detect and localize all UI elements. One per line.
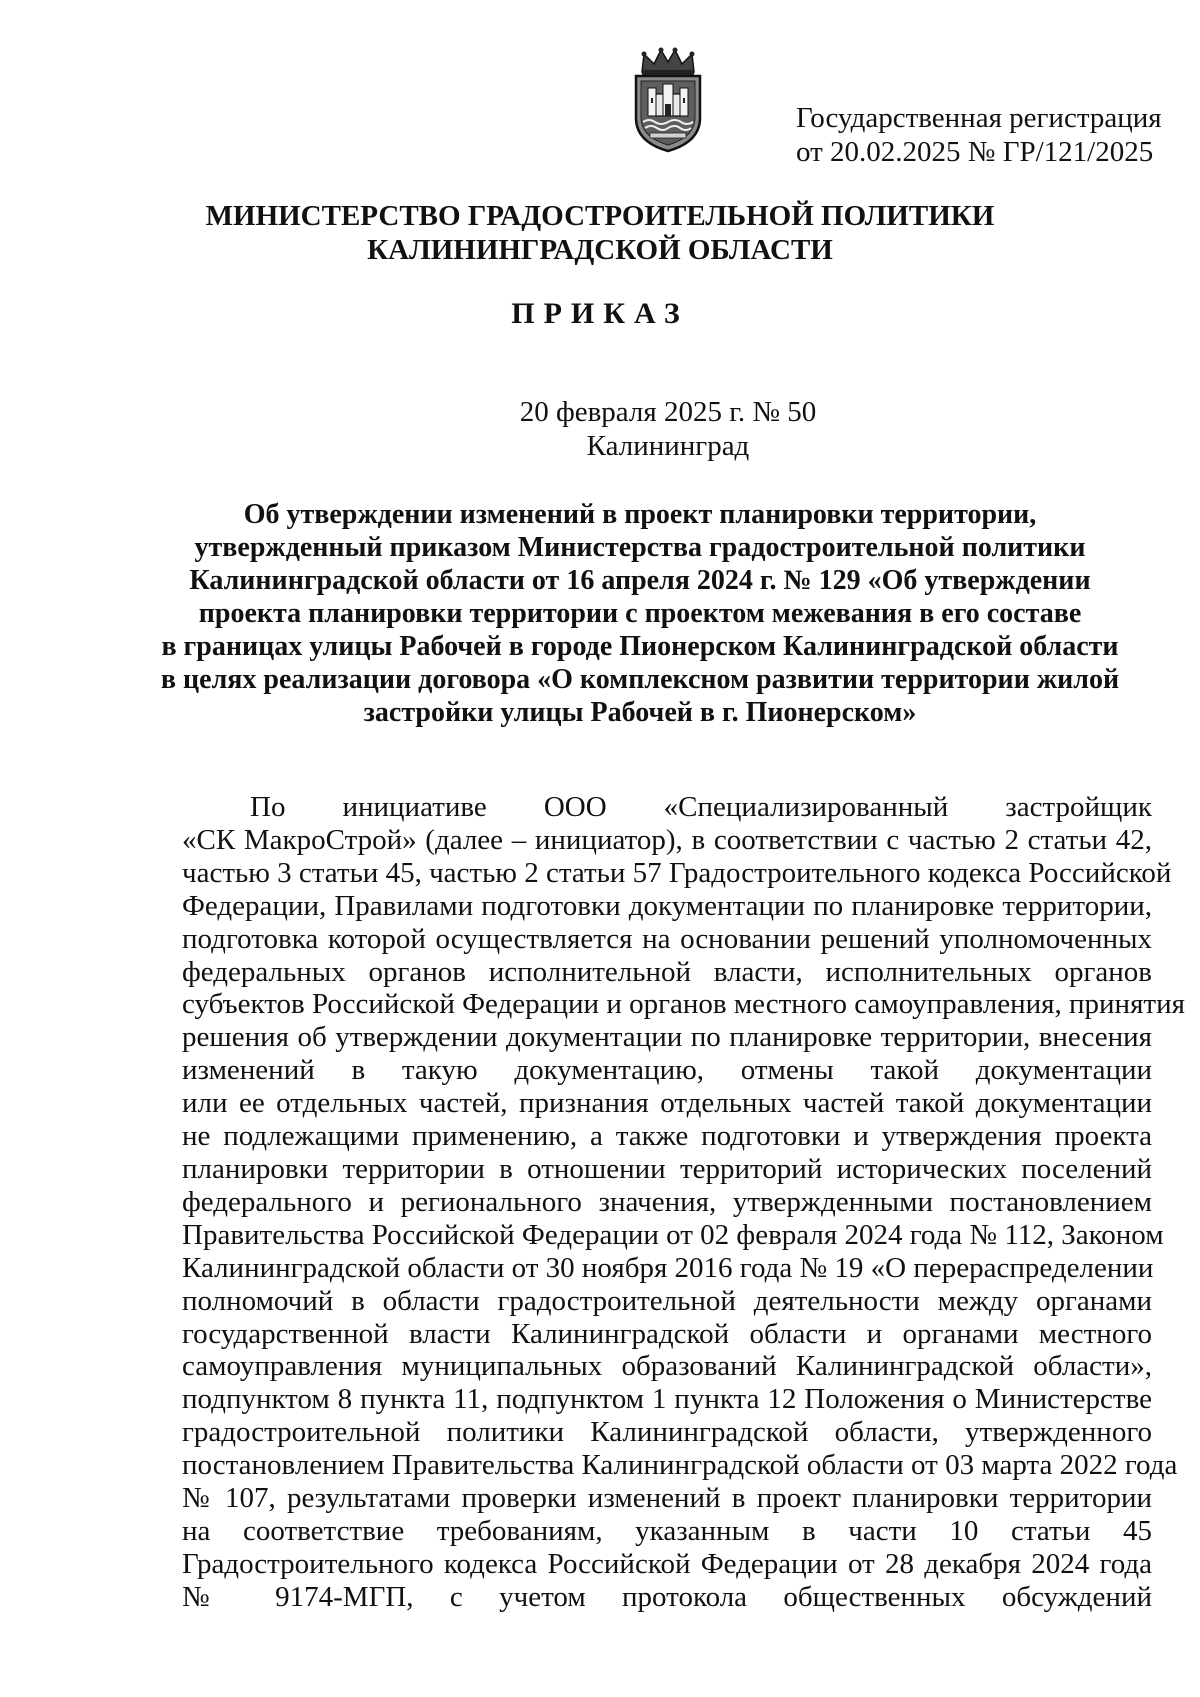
body-text-line: Правительства Российской Федерации от 02 февраля 2024 года № 112, Законом [182, 1218, 1164, 1251]
ministry-name [0, 199, 1200, 267]
body-text-line: Калининградской области от 30 ноября 2016 года № 19 «О перераспределении [182, 1251, 1154, 1284]
body-text-line: планировки территории в отношении территорий исторических поселений [182, 1152, 1152, 1185]
body-text-line: «СК МакроСтрой» (далее – инициатор), в соответствии с частью 2 статьи 42, [182, 823, 1152, 856]
body-text-line: градостроительной политики Калининградской области, утвержденного [182, 1416, 1152, 1449]
body-text-line: изменений в такую документацию, отмены такой документации [182, 1054, 1152, 1087]
ministry-name-line: МИНИСТЕРСТВО ГРАДОСТРОИТЕЛЬНОЙ ПОЛИТИКИ [205, 200, 995, 232]
body-text-line: подготовка которой осуществляется на основании решений уполномоченных [182, 922, 1152, 955]
order-body-text [182, 791, 1185, 1614]
body-text-line: подпунктом 8 пункта 11, подпунктом 1 пункта 12 Положения о Министерстве [182, 1383, 1152, 1416]
body-text-line: не подлежащими применению, а также подготовки и утверждения проекта [182, 1120, 1152, 1153]
body-text-line: самоуправления муниципальных образований Калининградской области», [182, 1350, 1152, 1383]
order-title-line: в целях реализации договора «О комплексном развитии территории жилой [160, 664, 1120, 695]
order-date-block [0, 395, 1200, 463]
order-title-line: утвержденный приказом Министерства градостроительной политики [194, 532, 1086, 563]
body-text-line: федеральных органов исполнительной власти, исполнительных органов [182, 955, 1152, 988]
order-title-line: проекта планировки территории с проектом межевания в его составе [198, 598, 1082, 629]
body-text-line: № 107, результатами проверки изменений в проект планировки территории [182, 1482, 1152, 1515]
body-text-line: № 9174-МГП, с учетом протокола общественных обсуждений [182, 1580, 1152, 1613]
body-text-line: государственной власти Калининградской области и органами местного [182, 1317, 1152, 1350]
order-date-number: 20 февраля 2025 г. № 50 [519, 396, 817, 428]
registration-block [796, 101, 1176, 169]
registration-label: Государственная регистрация [796, 102, 1162, 134]
coat-of-arms-emblem [630, 46, 706, 154]
document-type-heading: ПРИКАЗ [511, 297, 689, 330]
body-text-line: решения об утверждении документации по планировке территории, внесения [182, 1021, 1152, 1054]
body-text-line: Градостроительного кодекса Российской Федерации от 28 декабря 2024 года [182, 1547, 1152, 1580]
ministry-name-line: КАЛИНИНГРАДСКОЙ ОБЛАСТИ [367, 234, 833, 266]
body-text-line: постановлением Правительства Калининградской области от 03 марта 2022 года [182, 1449, 1178, 1482]
body-text-line: субъектов Российской Федерации и органов местного самоуправления, принятия [182, 988, 1185, 1021]
body-text-line: По инициативе ООО «Специализированный застройщик [250, 791, 1152, 823]
body-text-line: полномочий в области градостроительной деятельности между органами [182, 1284, 1152, 1317]
order-title-line: Калининградской области от 16 апреля 2024 г. № 129 «Об утверждении [189, 565, 1091, 596]
order-title-line: Об утверждении изменений в проект планировки территории, [243, 499, 1037, 530]
registration-number: от 20.02.2025 № ГР/121/2025 [796, 136, 1154, 168]
body-text-line: Федерации, Правилами подготовки документации по планировке территории, [182, 889, 1152, 922]
body-text-line: частью 3 статьи 45, частью 2 статьи 57 Градостроительного кодекса Российской [182, 856, 1172, 889]
body-text-line: федерального и регионального значения, утвержденными постановлением [182, 1185, 1152, 1218]
body-text-line: на соответствие требованиям, указанным в части 10 статьи 45 [182, 1514, 1152, 1547]
body-text-line: или ее отдельных частей, признания отдельных частей такой документации [182, 1087, 1152, 1120]
order-title-line: в границах улицы Рабочей в городе Пионерском Калининградской области [161, 631, 1119, 662]
order-city: Калининград [586, 430, 750, 462]
order-title [140, 498, 1140, 729]
order-title-line: застройки улицы Рабочей в г. Пионерском» [363, 697, 917, 728]
